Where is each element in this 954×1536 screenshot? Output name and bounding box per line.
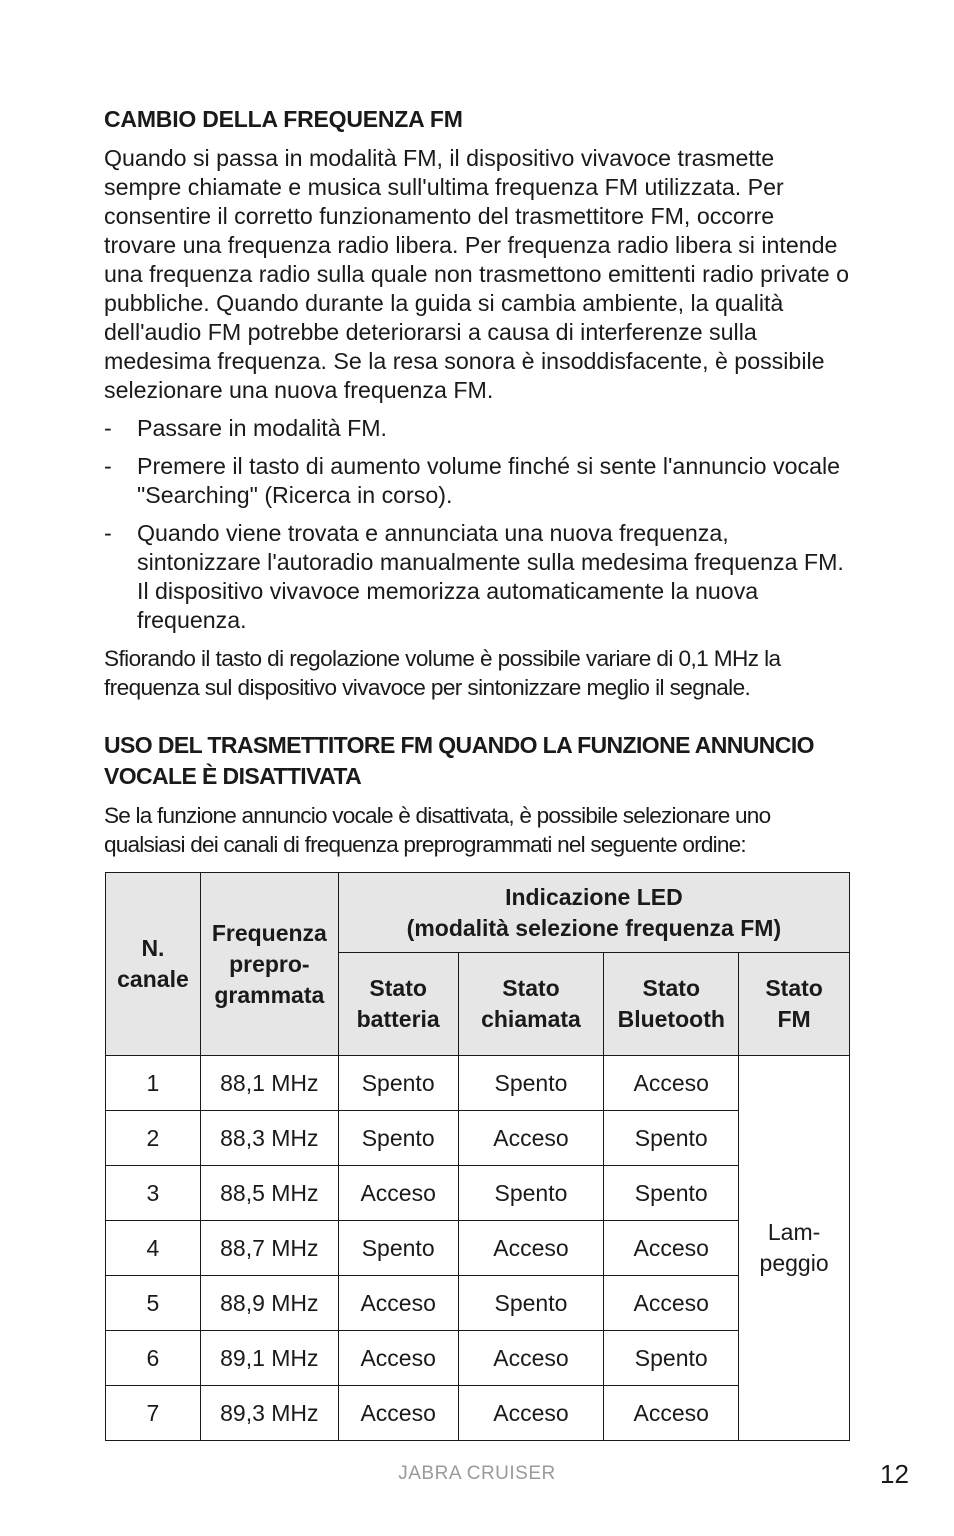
page-number: 12 [880, 1459, 909, 1489]
paragraph-preset-channels: Se la funzione annuncio vocale è disattivata, è possibile selezionare uno qualsiasi dei canali di frequenza preprogrammati nel seguente ordine: [104, 803, 771, 857]
table-row [106, 1221, 850, 1276]
header-bluetooth-state: Stato Bluetooth [604, 953, 739, 1056]
table-row [106, 1386, 850, 1441]
cell-channel: 5 [106, 1276, 201, 1331]
cell-frequency: 88,9 MHz [200, 1276, 338, 1331]
cell-battery: Acceso [338, 1276, 458, 1331]
cell-call: Spento [458, 1166, 604, 1221]
cell-call: Spento [458, 1056, 604, 1111]
table-row [106, 1276, 850, 1331]
cell-call: Spento [458, 1276, 604, 1331]
cell-frequency: 88,7 MHz [200, 1221, 338, 1276]
cell-battery: Spento [338, 1221, 458, 1276]
header-channel: N. canale [106, 873, 201, 1056]
table-row [106, 1331, 850, 1386]
header-led-indication: Indicazione LED (modalità selezione frequenza FM) [338, 873, 849, 953]
cell-battery: Spento [338, 1056, 458, 1111]
list-item: - Passare in modalità FM. [104, 414, 852, 443]
cell-battery: Acceso [338, 1386, 458, 1441]
cell-bluetooth: Acceso [604, 1056, 739, 1111]
header-call-state: Stato chiamata [458, 953, 604, 1056]
cell-frequency: 88,1 MHz [200, 1056, 338, 1111]
table-row [106, 1166, 850, 1221]
cell-bluetooth: Acceso [604, 1276, 739, 1331]
cell-channel: 1 [106, 1056, 201, 1111]
list-item: - Premere il tasto di aumento volume finché si sente l'annuncio vocale "Searching" (Ricerca in corso). [104, 452, 852, 510]
footer-product-name: JABRA CRUISER [398, 1463, 556, 1484]
cell-frequency: 88,3 MHz [200, 1111, 338, 1166]
cell-battery: Acceso [338, 1166, 458, 1221]
cell-bluetooth: Spento [604, 1166, 739, 1221]
cell-frequency: 89,3 MHz [200, 1386, 338, 1441]
cell-call: Acceso [458, 1386, 604, 1441]
cell-channel: 7 [106, 1386, 201, 1441]
cell-bluetooth: Acceso [604, 1221, 739, 1276]
cell-channel: 4 [106, 1221, 201, 1276]
cell-fm-state: Lam- peggio [739, 1056, 850, 1441]
instruction-list [104, 414, 852, 644]
cell-channel: 3 [106, 1166, 201, 1221]
cell-call: Acceso [458, 1221, 604, 1276]
cell-channel: 2 [106, 1111, 201, 1166]
cell-bluetooth: Spento [604, 1331, 739, 1386]
section-heading-fm-frequency: CAMBIO DELLA FREQUENZA FM [104, 106, 463, 132]
cell-battery: Acceso [338, 1331, 458, 1386]
paragraph-volume-note: Sfiorando il tasto di regolazione volume è possibile variare di 0,1 MHz la frequenza sul dispositivo vivavoce per sintonizzare meglio il segnale. [104, 646, 781, 700]
paragraph-fm-intro: Quando si passa in modalità FM, il dispositivo vivavoce trasmette sempre chiamate e musica sull'ultima frequenza FM utilizzata. Per consentire il corretto funzionamento del trasmettitore FM, occorre trovare una frequenza radio libera. Per frequenza radio libera si intende una frequenza radio sulla quale non trasmettono emittenti radio private o pubbliche. Quando durante la guida si cambia ambiente, la qualità dell'audio FM potrebbe deteriorarsi a causa di interferenze sulla medesima frequenza. Se la resa sonora è insoddisfacente, è possibile selezionare una nuova frequenza FM. [104, 145, 850, 403]
cell-call: Acceso [458, 1111, 604, 1166]
section-heading-voice-off: USO DEL TRASMETTITORE FM QUANDO LA FUNZIONE ANNUNCIO VOCALE È DISATTIVATA [104, 732, 814, 789]
header-frequency: Frequenza prepro- grammata [200, 873, 338, 1056]
table-row [106, 1111, 850, 1166]
table-row [106, 1056, 850, 1111]
cell-bluetooth: Spento [604, 1111, 739, 1166]
frequency-channel-table [105, 872, 850, 1441]
cell-channel: 6 [106, 1331, 201, 1386]
cell-battery: Spento [338, 1111, 458, 1166]
cell-frequency: 88,5 MHz [200, 1166, 338, 1221]
cell-call: Acceso [458, 1331, 604, 1386]
header-fm-state: Stato FM [739, 953, 850, 1056]
header-battery-state: Stato batteria [338, 953, 458, 1056]
cell-frequency: 89,1 MHz [200, 1331, 338, 1386]
list-item: - Quando viene trovata e annunciata una nuova frequenza, sintonizzare l'autoradio manualmente sulla medesima frequenza FM. Il dispositivo vivavoce memorizza automaticamente la nuova frequenza. [104, 519, 852, 635]
cell-bluetooth: Acceso [604, 1386, 739, 1441]
